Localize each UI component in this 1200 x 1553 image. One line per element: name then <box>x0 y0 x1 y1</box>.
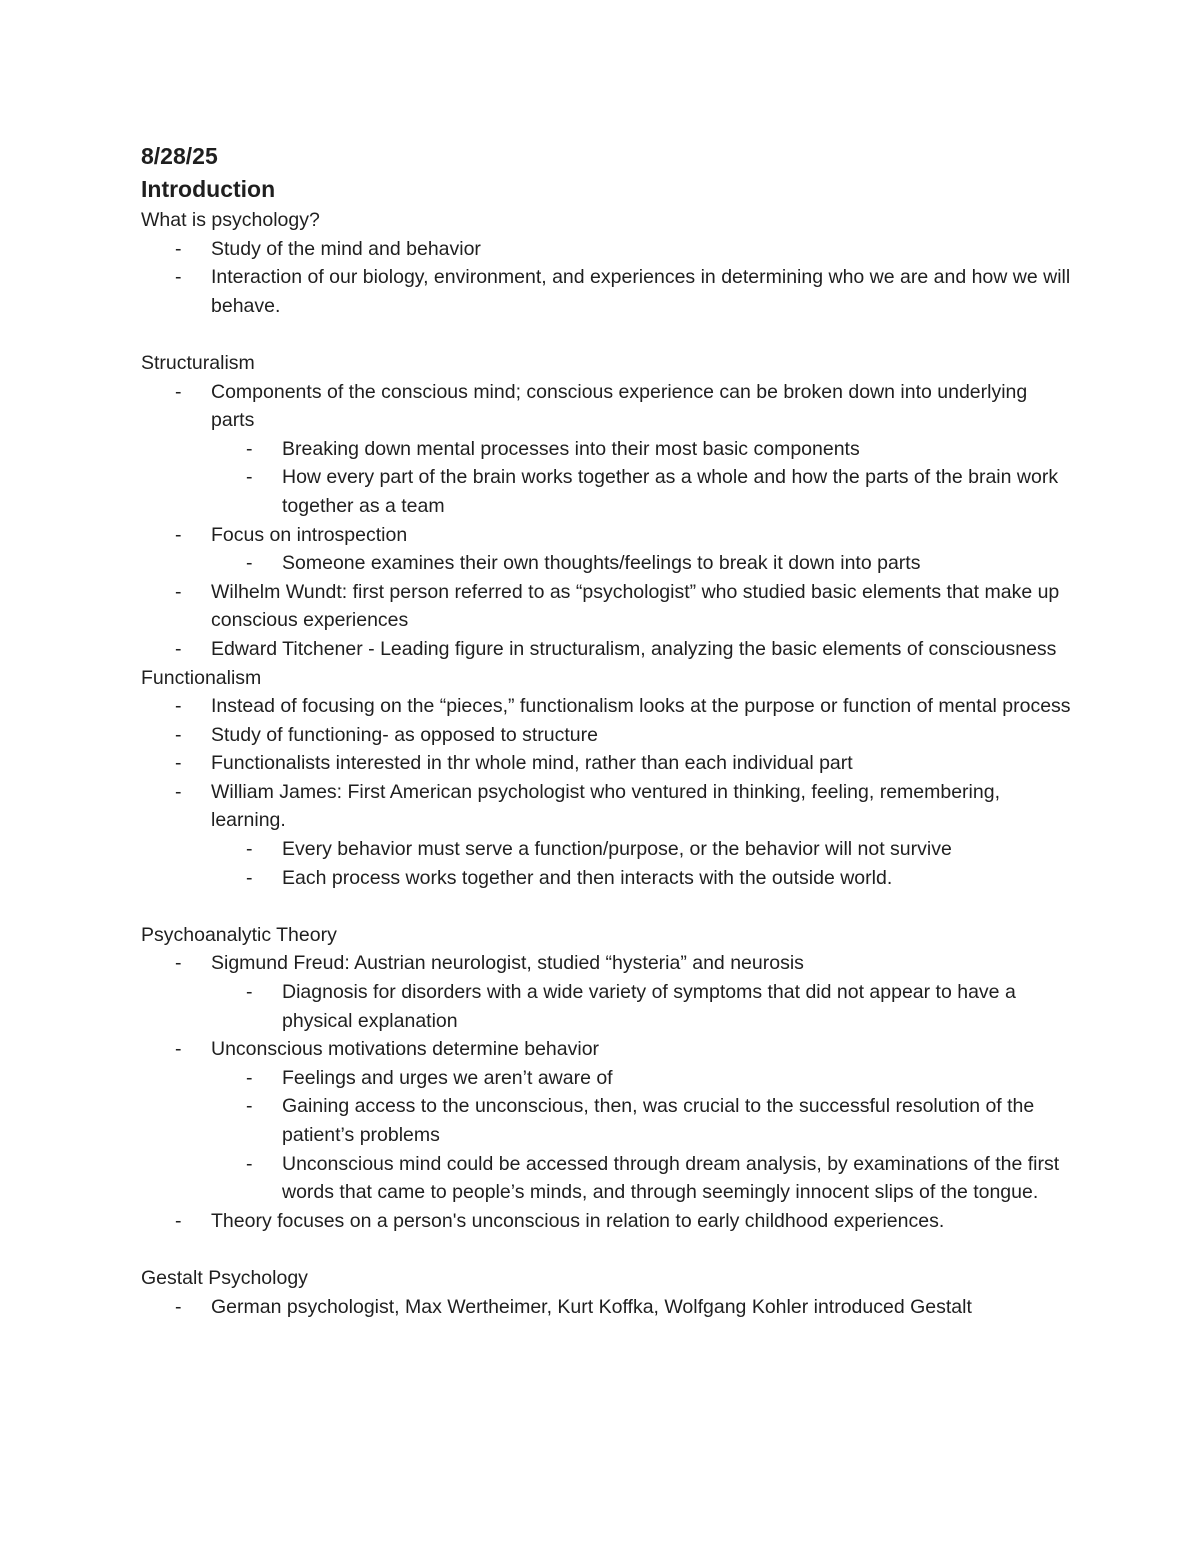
list-item: - Sigmund Freud: Austrian neurologist, studied “hysteria” and neurosis <box>141 949 1071 978</box>
list-item: - Unconscious motivations determine behavior <box>141 1035 1071 1064</box>
sub-list-item: - Each process works together and then interacts with the outside world. <box>141 864 1071 893</box>
blank-line <box>141 1235 1071 1264</box>
note-title: Introduction <box>141 176 276 202</box>
sub-list-item: - Diagnosis for disorders with a wide variety of symptoms that did not appear to have a physical explanation <box>141 978 1071 1035</box>
sub-list-item: - Gaining access to the unconscious, then, was crucial to the successful resolution of the patient’s problems <box>141 1092 1071 1149</box>
bullet-list <box>141 235 1071 321</box>
document-page <box>141 140 1071 1321</box>
bullet-list <box>141 1293 1071 1322</box>
note-date: 8/28/25 <box>141 143 218 169</box>
list-item: - Edward Titchener - Leading figure in structuralism, analyzing the basic elements of consciousness <box>141 635 1071 664</box>
bullet-list <box>141 692 1071 892</box>
list-item: - Wilhelm Wundt: first person referred to as “psychologist” who studied basic elements that make up conscious experiences <box>141 578 1071 635</box>
sub-list-item: - Feelings and urges we aren’t aware of <box>141 1064 1071 1093</box>
bullet-list <box>141 949 1071 1235</box>
sub-list-item: - Every behavior must serve a function/purpose, or the behavior will not survive <box>141 835 1071 864</box>
list-item: - Theory focuses on a person's unconscious in relation to early childhood experiences. <box>141 1207 1071 1236</box>
sub-list-item: - Breaking down mental processes into their most basic components <box>141 435 1071 464</box>
list-item: - Components of the conscious mind; conscious experience can be broken down into underlying parts <box>141 378 1071 435</box>
bullet-list <box>141 378 1071 664</box>
section-heading: Gestalt Psychology <box>141 1266 308 1289</box>
list-item: - Instead of focusing on the “pieces,” functionalism looks at the purpose or function of mental process <box>141 692 1071 721</box>
sub-list-item: - Unconscious mind could be accessed through dream analysis, by examinations of the first words that came to people’s minds, and through seemingly innocent slips of the tongue. <box>141 1150 1071 1207</box>
sub-list-item: - How every part of the brain works together as a whole and how the parts of the brain work together as a team <box>141 463 1071 520</box>
list-item: - William James: First American psychologist who ventured in thinking, feeling, remembering, learning. <box>141 778 1071 835</box>
list-item: - Functionalists interested in thr whole mind, rather than each individual part <box>141 749 1071 778</box>
list-item: - German psychologist, Max Wertheimer, Kurt Koffka, Wolfgang Kohler introduced Gestalt <box>141 1293 1071 1322</box>
section-heading: What is psychology? <box>141 209 320 231</box>
list-item: - Study of functioning- as opposed to structure <box>141 721 1071 750</box>
blank-line <box>141 320 1071 349</box>
section-heading: Psychoanalytic Theory <box>141 923 337 946</box>
section-heading: Functionalism <box>141 666 262 689</box>
list-item: - Interaction of our biology, environment, and experiences in determining who we are and how we will behave. <box>141 263 1071 320</box>
list-item: - Focus on introspection <box>141 521 1071 550</box>
blank-line <box>141 892 1071 921</box>
sub-list-item: - Someone examines their own thoughts/feelings to break it down into parts <box>141 549 1071 578</box>
section-heading: Structuralism <box>141 351 255 374</box>
list-item: - Study of the mind and behavior <box>141 235 1071 264</box>
